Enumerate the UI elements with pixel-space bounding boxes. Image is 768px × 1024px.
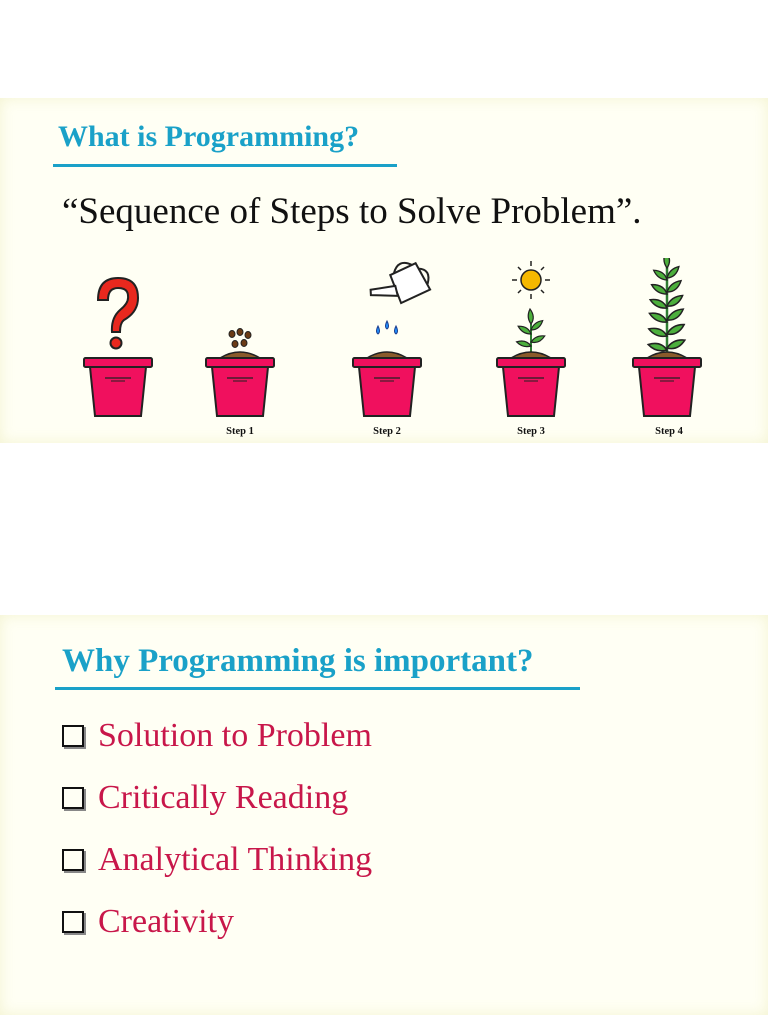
slide-why-programming (0, 615, 768, 1015)
list-item-text: Analytical Thinking (98, 841, 373, 878)
flower-pot-icon (633, 358, 701, 416)
seeds-icon (229, 329, 251, 348)
slide-heading: What is Programming? (58, 120, 360, 153)
list-item (62, 891, 372, 953)
step-label: Step 1 (226, 426, 254, 437)
step-label: Step 2 (373, 426, 401, 437)
watering-can-icon (364, 258, 434, 313)
list-item (62, 767, 372, 829)
water-drops-icon (377, 321, 398, 334)
flower-pot-icon (84, 358, 152, 416)
flower-pot-icon (497, 358, 565, 416)
step-label: Step 3 (517, 426, 545, 437)
slide-heading: Why Programming is important? (62, 643, 534, 679)
question-mark-icon (98, 278, 138, 349)
checkbox-bullet-icon (62, 787, 84, 809)
slide-what-is-programming (0, 98, 768, 443)
checkbox-bullet-icon (62, 911, 84, 933)
reasons-list (62, 705, 372, 953)
list-item-text: Solution to Problem (98, 717, 372, 754)
plant-growth-illustration (0, 258, 768, 443)
heading-underline (53, 164, 397, 167)
list-item (62, 829, 372, 891)
definition-quote: “Sequence of Steps to Solve Problem”. (62, 191, 642, 232)
checkbox-bullet-icon (62, 849, 84, 871)
list-item-text: Creativity (98, 903, 234, 940)
heading-underline (55, 687, 580, 690)
checkbox-bullet-icon (62, 725, 84, 747)
list-item-text: Critically Reading (98, 779, 349, 816)
step-label: Step 4 (655, 426, 683, 437)
sun-icon (512, 261, 550, 299)
list-item (62, 705, 372, 767)
flower-pot-icon (353, 358, 421, 416)
grown-plant-icon (647, 258, 686, 354)
sprout-icon (516, 309, 546, 354)
flower-pot-icon (206, 358, 274, 416)
